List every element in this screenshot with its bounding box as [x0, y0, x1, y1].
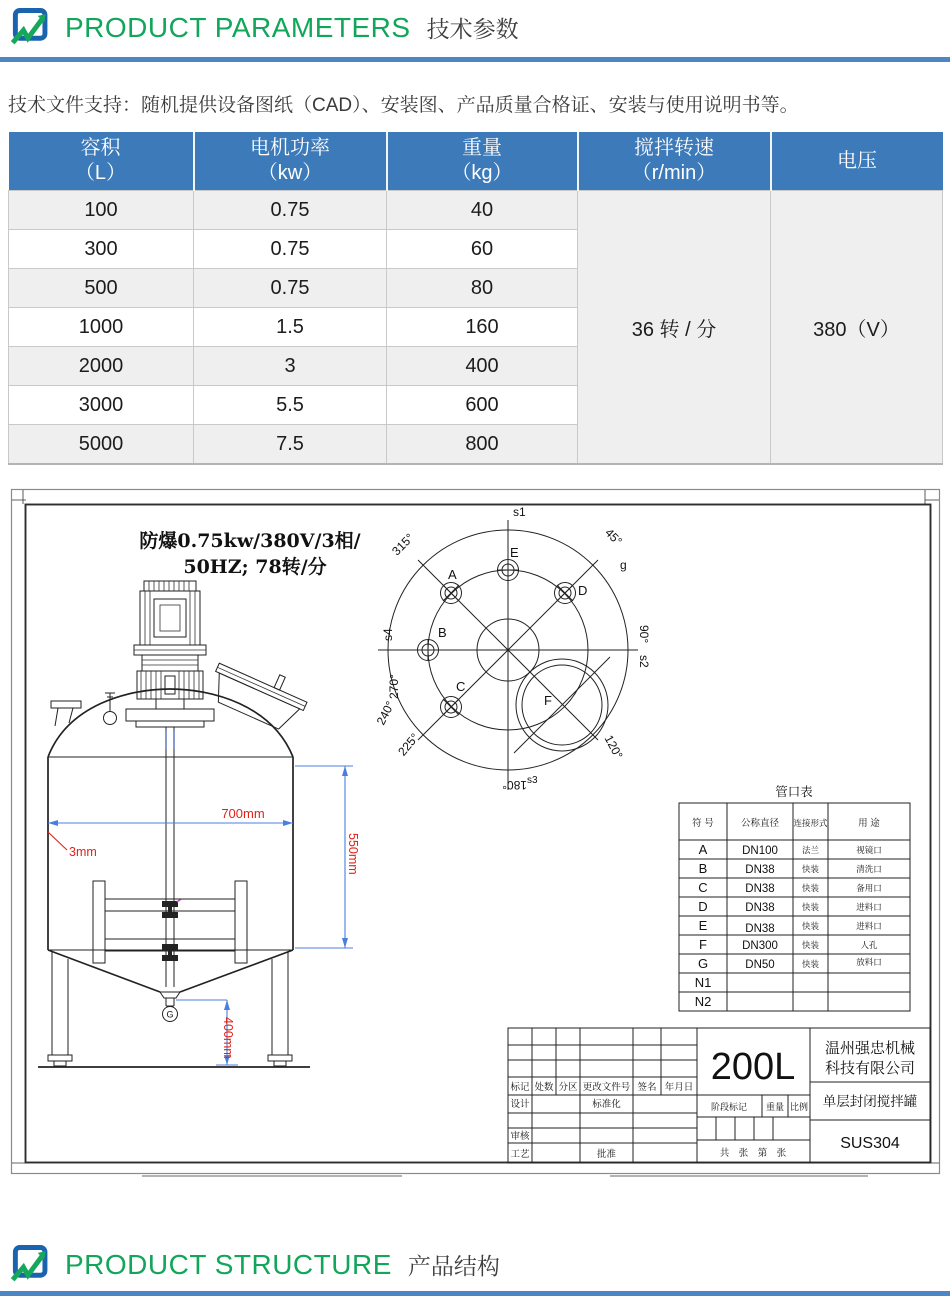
svg-text:G: G [697, 956, 709, 971]
footer-title-zh: 产品结构 [407, 1253, 500, 1279]
svg-text:DN38: DN38 [745, 923, 775, 935]
product-name: 单层封闭搅拌罐 [822, 1094, 918, 1109]
svg-text:人孔: 人孔 [860, 940, 878, 950]
cell-volume: 5000 [9, 425, 194, 465]
section-header-parameters [10, 6, 519, 49]
spec-table [8, 132, 943, 465]
nozzle-marker-a [441, 567, 462, 604]
cell-volume: 1000 [9, 308, 194, 347]
svg-text:阶段标记: 阶段标记 [710, 1102, 748, 1112]
nozzle-table-header [692, 817, 880, 829]
agitator-shaft [162, 727, 181, 987]
section-header-structure [10, 1243, 500, 1286]
label-s4: s4 [381, 628, 395, 641]
svg-text:备用口: 备用口 [856, 883, 882, 893]
motor-note-line2: 50HZ; 78转/分 [183, 556, 327, 578]
label-120: 120° [601, 732, 626, 762]
dim-700mm [48, 806, 293, 826]
spec-row [9, 191, 943, 230]
svg-text:N2: N2 [694, 994, 712, 1009]
title-block-company [823, 1039, 918, 1152]
agitator-frame [93, 881, 247, 963]
section-divider-top [0, 57, 950, 62]
svg-text:更改文件号: 更改文件号 [582, 1082, 631, 1093]
cell-power: 0.75 [194, 191, 387, 230]
svg-text:快装: 快装 [801, 940, 820, 950]
svg-text:C: C [698, 880, 708, 895]
cell-power: 0.75 [194, 230, 387, 269]
nozzle-label-c: C [456, 679, 466, 694]
bottom-outlet [163, 1007, 178, 1022]
material-label: SUS304 [840, 1135, 900, 1152]
svg-text:进料口: 进料口 [856, 921, 882, 931]
page-title-zh: 技术参数 [426, 16, 519, 42]
cell-voltage-merged: 380（V） [771, 191, 943, 465]
nt-col-connection: 连接形式 [793, 818, 828, 828]
svg-text:视镜口: 视镜口 [856, 845, 882, 855]
svg-text:标准化: 标准化 [592, 1099, 621, 1110]
motor-note-line1: 防爆0.75kw/380V/3相/ [139, 530, 361, 552]
svg-text:快装: 快装 [801, 959, 820, 969]
svg-text:N1: N1 [694, 975, 712, 990]
dim-700mm-label: 700mm [221, 806, 265, 821]
nozzle-label-a: A [448, 567, 457, 582]
intro-text: 技术文件支持：随机提供设备图纸（CAD）、安装图、产品质量合格证、安装与使用说明书等。 [8, 95, 799, 116]
cell-power: 0.75 [194, 269, 387, 308]
svg-text:DN100: DN100 [742, 845, 778, 857]
outlet-label: G [166, 1009, 174, 1020]
nozzle-label-b: B [438, 625, 447, 640]
company-name-line1: 温州强忠机械 [824, 1040, 916, 1057]
cell-speed-merged: 36 转 / 分 [578, 191, 771, 465]
manhole-lid [205, 650, 313, 735]
label-270: 270° [387, 674, 401, 699]
brand-logo-icon [10, 6, 53, 49]
nozzle-label-d: D [578, 583, 588, 598]
svg-text:标记: 标记 [510, 1082, 530, 1093]
cell-power: 1.5 [194, 308, 387, 347]
svg-text:放料口: 放料口 [856, 957, 882, 967]
brand-logo-icon [10, 1243, 53, 1286]
cad-drawing [10, 487, 941, 1186]
drawing-panel [10, 487, 941, 1186]
svg-text:年月日: 年月日 [664, 1082, 694, 1093]
label-180: 180° [502, 778, 527, 792]
svg-text:法兰: 法兰 [801, 845, 820, 855]
nozzle-table-rows [695, 842, 882, 1009]
title-block [508, 1028, 930, 1163]
cell-power: 7.5 [194, 425, 387, 465]
svg-text:处数: 处数 [534, 1082, 554, 1093]
svg-text:批准: 批准 [596, 1149, 617, 1160]
svg-text:DN38: DN38 [745, 902, 775, 914]
svg-text:F: F [699, 937, 707, 952]
svg-text:DN38: DN38 [745, 883, 775, 895]
label-45: 45° [602, 525, 625, 549]
dim-550mm-label: 550mm [346, 833, 360, 875]
cell-volume: 100 [9, 191, 194, 230]
cell-volume: 3000 [9, 386, 194, 425]
dim-3mm-label: 3mm [69, 845, 97, 859]
svg-text:工艺: 工艺 [510, 1149, 530, 1160]
dim-550mm [295, 766, 360, 948]
svg-text:进料口: 进料口 [856, 902, 882, 912]
svg-text:快装: 快装 [801, 864, 820, 874]
label-s3: s3 [527, 775, 538, 786]
svg-text:分区: 分区 [558, 1082, 578, 1093]
cell-weight: 400 [387, 347, 578, 386]
nozzle-label-e: E [510, 545, 519, 560]
footer-title-en: PRODUCT STRUCTURE [65, 1248, 392, 1280]
cell-volume: 300 [9, 230, 194, 269]
svg-text:清洗口: 清洗口 [856, 864, 882, 874]
capacity-label: 200L [710, 1046, 796, 1088]
page-title-en: PRODUCT PARAMETERS [65, 11, 411, 43]
svg-text:DN38: DN38 [745, 864, 775, 876]
svg-text:快装: 快装 [801, 902, 820, 912]
title-block-stage-labels [711, 1101, 808, 1159]
svg-text:A: A [698, 842, 708, 857]
col-header-volume: 容积 （L） [9, 132, 194, 191]
col-header-voltage: 电压 [771, 132, 943, 191]
cell-weight: 800 [387, 425, 578, 465]
spec-table-header-row [9, 132, 943, 191]
label-g: g [620, 558, 627, 572]
drawing-frame [12, 490, 940, 1177]
col-header-power: 电机功率 （kw） [194, 132, 387, 191]
label-315: 315° [389, 530, 417, 559]
cell-volume: 2000 [9, 347, 194, 386]
svg-text:设计: 设计 [510, 1099, 530, 1110]
tank-top-view [374, 505, 651, 792]
svg-text:D: D [698, 899, 708, 914]
cell-weight: 600 [387, 386, 578, 425]
cell-volume: 500 [9, 269, 194, 308]
cell-power: 5.5 [194, 386, 387, 425]
svg-text:快装: 快装 [801, 883, 820, 893]
label-s2: s2 [637, 655, 651, 668]
label-s1: s1 [513, 505, 526, 519]
svg-text:快装: 快装 [801, 921, 820, 931]
section-divider-bottom [0, 1291, 950, 1296]
nozzle-table-title: 管口表 [775, 785, 813, 799]
svg-text:B: B [698, 861, 708, 876]
dim-400mm [176, 1000, 238, 1065]
dim-3mm [48, 832, 97, 859]
label-240: 240° [373, 698, 398, 728]
company-name-line2: 科技有限公司 [824, 1060, 916, 1077]
svg-text:比例: 比例 [789, 1102, 809, 1112]
col-header-weight: 重量 （kg） [387, 132, 578, 191]
svg-text:E: E [698, 918, 708, 933]
motor-assembly [126, 581, 214, 727]
svg-text:重量: 重量 [765, 1102, 785, 1112]
nt-col-use: 用 途 [858, 818, 880, 829]
dim-400mm-label: 400mm [221, 1017, 235, 1059]
cell-weight: 80 [387, 269, 578, 308]
nozzle-label-f: F [544, 693, 552, 708]
title-block-revision-labels [510, 1081, 693, 1160]
cell-weight: 60 [387, 230, 578, 269]
cell-weight: 160 [387, 308, 578, 347]
col-header-speed: 搅拌转速 （r/min） [578, 132, 771, 191]
svg-text:DN50: DN50 [745, 959, 775, 971]
label-225: 225° [395, 730, 422, 759]
nozzle-table [679, 785, 910, 1011]
cell-power: 3 [194, 347, 387, 386]
svg-text:DN300: DN300 [742, 940, 778, 952]
nt-col-diameter: 公称直径 [740, 818, 780, 829]
nt-col-symbol: 符 号 [692, 818, 714, 829]
nozzle-marker-b [418, 625, 447, 661]
svg-text:审核: 审核 [510, 1131, 530, 1142]
tank-side-view [38, 529, 361, 1067]
svg-text:共 张 第 张: 共 张 第 张 [719, 1148, 787, 1159]
label-90: 90° [637, 625, 651, 644]
top-nozzle-flange [51, 701, 81, 726]
svg-text:签名: 签名 [637, 1082, 657, 1093]
cell-weight: 40 [387, 191, 578, 230]
